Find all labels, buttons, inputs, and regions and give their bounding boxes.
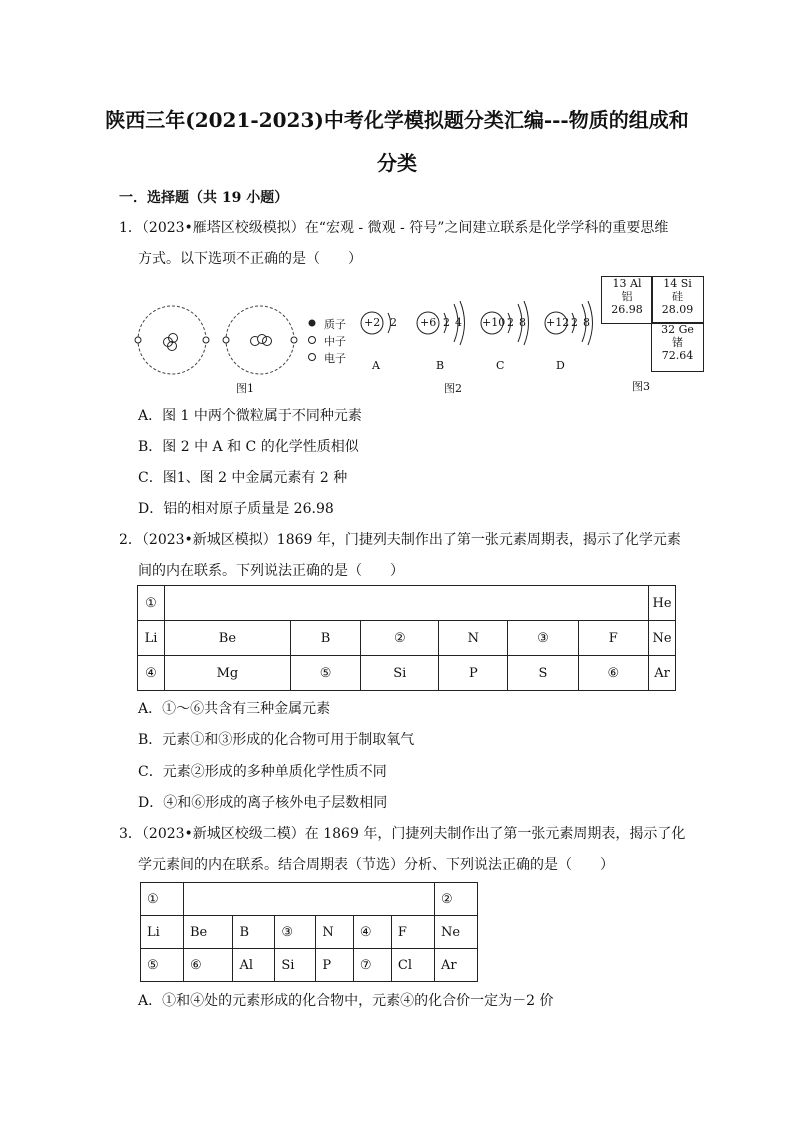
atom-a-shell-1: 2 xyxy=(390,316,397,329)
element-al-number: 13 xyxy=(612,277,627,290)
q1-option-b: B．图 2 中 A 和 C 的化学性质相似 xyxy=(138,439,359,455)
table-cell: ② xyxy=(435,883,478,916)
table-cell: Li xyxy=(141,916,184,949)
table-cell: Ar xyxy=(435,949,478,982)
atom-b-nucleus: +6 xyxy=(420,316,437,329)
element-ge-mass: 72.64 xyxy=(661,349,694,362)
legend-neutron-icon xyxy=(309,337,316,344)
table-cell-empty xyxy=(165,586,649,621)
element-cell-ge xyxy=(651,322,704,372)
table-cell: Li xyxy=(138,621,165,656)
atom-b-shell-2: 4 xyxy=(455,316,462,329)
element-si-symbol: Si xyxy=(680,277,692,290)
atom-d-shell-1: 2 xyxy=(571,316,578,329)
table-cell-empty xyxy=(184,883,435,916)
element-cell-si xyxy=(651,276,704,324)
q2-stem-line-1: 2．（2023•新城区模拟）1869 年，门捷列夫制作出了第一张元素周期表，揭示了化学元素 xyxy=(119,532,681,548)
q1-option-d: D．铝的相对原子质量是 26.98 xyxy=(138,501,334,517)
element-ge-name: 锗 xyxy=(672,336,683,349)
table-cell: ① xyxy=(138,586,165,621)
table-row xyxy=(141,883,478,916)
table-cell: F xyxy=(391,916,434,949)
element-ge-number: 32 xyxy=(661,323,676,336)
table-cell: Al xyxy=(233,949,275,982)
table-cell: ⑤ xyxy=(141,949,184,982)
table-cell: B xyxy=(233,916,275,949)
element-al-name: 铝 xyxy=(621,290,633,303)
atom-d-label: D xyxy=(556,359,565,372)
table-cell: ③ xyxy=(508,621,578,656)
atom-1-electron-left xyxy=(135,337,141,343)
table-cell: Si xyxy=(275,949,316,982)
figure-1-caption: 图1 xyxy=(236,382,254,395)
atom-b-shell-1: 2 xyxy=(443,316,450,329)
atom-b-label: B xyxy=(436,359,445,372)
figure-2-caption: 图2 xyxy=(444,382,462,395)
table-cell: ⑥ xyxy=(184,949,233,982)
table-cell: He xyxy=(649,586,676,621)
table-cell: Mg xyxy=(165,656,291,691)
q2-option-a: A．①～⑥共含有三种金属元素 xyxy=(138,701,331,717)
q2-stem-line-2: 间的内在联系。下列说法正确的是（ ） xyxy=(138,563,404,579)
table-cell: Cl xyxy=(391,949,434,982)
q2-option-d: D．④和⑥形成的离子核外电子层数相同 xyxy=(138,795,388,811)
q3-stem-line-2: 学元素间的内在联系。结合周期表（节选）分析、下列说法正确的是（ ） xyxy=(138,857,614,873)
legend-proton-label: 质子 xyxy=(324,318,346,331)
element-si-mass: 28.09 xyxy=(661,303,694,316)
atom-c-nucleus: +10 xyxy=(482,316,506,329)
q1-stem-line-1: 1．（2023•雁塔区校级模拟）在“宏观 - 微观 - 符号”之间建立联系是化学学科的重要思维 xyxy=(119,220,669,236)
section-heading: 一．选择题（共 19 小题） xyxy=(119,190,289,206)
atom-d-shell-2: 8 xyxy=(583,316,590,329)
atom-2-electron-right xyxy=(291,337,297,343)
table-cell: P xyxy=(439,656,508,691)
element-cell-al xyxy=(601,276,653,324)
q3-periodic-table xyxy=(140,882,478,982)
atom-2-electron-left xyxy=(223,337,229,343)
element-al-symbol: Al xyxy=(630,277,642,290)
q3-option-a: A．①和④处的元素形成的化合物中，元素④的化合价一定为－2 价 xyxy=(138,993,554,1009)
table-cell: N xyxy=(439,621,508,656)
atom-1-electron-right xyxy=(203,337,209,343)
legend-electron-label: 电子 xyxy=(324,352,346,365)
atom-d-nucleus: +12 xyxy=(546,316,570,329)
table-row xyxy=(138,586,676,621)
table-cell: Si xyxy=(361,656,439,691)
atom-c-shell-1: 2 xyxy=(507,316,514,329)
table-cell: S xyxy=(508,656,578,691)
table-cell: ⑤ xyxy=(290,656,360,691)
table-cell: ① xyxy=(141,883,184,916)
document-title-line-1: 陕西三年(2021-2023)中考化学模拟题分类汇编---物质的组成和 xyxy=(105,108,689,132)
document-title-line-2: 分类 xyxy=(377,151,417,175)
q1-option-c: C．图1、图 2 中金属元素有 2 种 xyxy=(138,470,348,486)
table-row xyxy=(141,916,478,949)
table-row xyxy=(141,949,478,982)
table-cell: N xyxy=(316,916,353,949)
table-cell: Be xyxy=(165,621,291,656)
table-cell: F xyxy=(578,621,648,656)
table-cell: ④ xyxy=(353,916,391,949)
atom-c-shell-2: 8 xyxy=(519,316,526,329)
table-cell: B xyxy=(290,621,360,656)
q2-option-b: B．元素①和③形成的化合物可用于制取氧气 xyxy=(138,732,415,748)
element-si-number: 14 xyxy=(663,277,678,290)
q2-periodic-table xyxy=(137,585,676,691)
table-cell: Be xyxy=(184,916,233,949)
q1-option-a: A．图 1 中两个微粒属于不同种元素 xyxy=(138,408,362,424)
atom-2-neutron xyxy=(258,335,267,344)
q1-stem-line-2: 方式。以下选项不正确的是（ ） xyxy=(138,251,362,267)
table-cell: Ar xyxy=(649,656,676,691)
table-cell: P xyxy=(316,949,353,982)
table-row xyxy=(138,621,676,656)
figure-3 xyxy=(601,276,703,370)
q2-option-c: C．元素②形成的多种单质化学性质不同 xyxy=(138,764,387,780)
element-ge-symbol: Ge xyxy=(678,323,694,336)
element-si-name: 硅 xyxy=(672,290,683,303)
legend-electron-icon xyxy=(309,354,316,361)
table-cell: ③ xyxy=(275,916,316,949)
table-cell: ⑥ xyxy=(578,656,648,691)
table-cell: Ne xyxy=(435,916,478,949)
table-cell: ② xyxy=(361,621,439,656)
figure-3-caption: 图3 xyxy=(632,380,650,393)
atom-a-nucleus: +2 xyxy=(364,316,381,329)
element-al-mass: 26.98 xyxy=(611,303,643,316)
table-row xyxy=(138,656,676,691)
q3-stem-line-1: 3．（2023•新城区校级二模）在 1869 年，门捷列夫制作出了第一张元素周期表，揭示了化 xyxy=(119,826,686,842)
table-cell: ⑦ xyxy=(353,949,391,982)
atom-a-label: A xyxy=(372,359,380,372)
legend-proton-icon xyxy=(309,320,316,327)
legend-neutron-label: 中子 xyxy=(324,335,346,348)
table-cell: ④ xyxy=(138,656,165,691)
table-cell: Ne xyxy=(649,621,676,656)
atom-c-label: C xyxy=(496,359,505,372)
